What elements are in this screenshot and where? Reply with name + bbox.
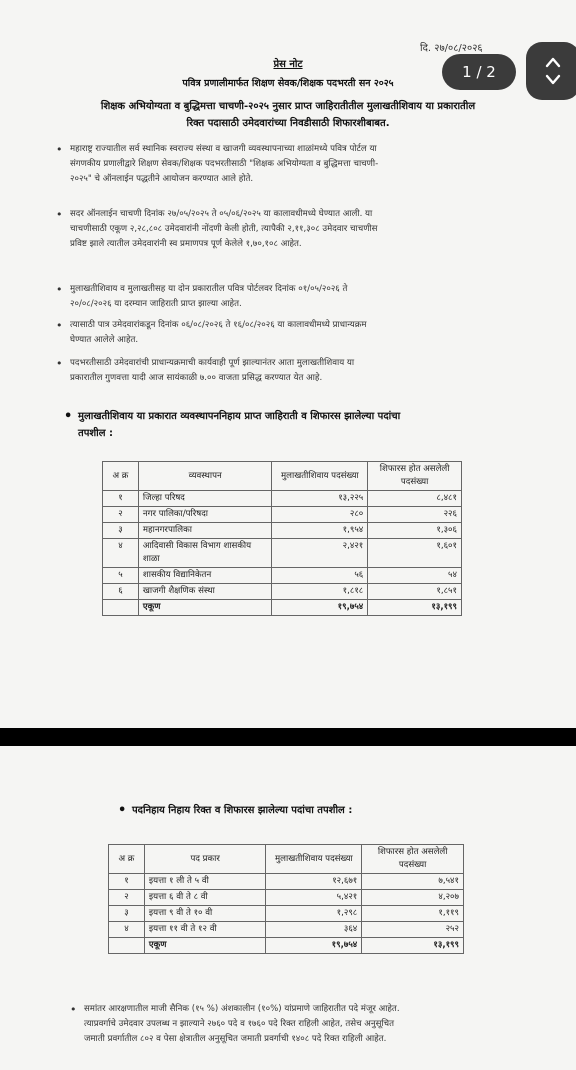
bullet-dot: • [56, 283, 63, 296]
cell-posts: १,२९८ [266, 906, 362, 922]
cell-serial: ३ [109, 906, 145, 922]
cell-serial: ५ [103, 568, 139, 584]
bullet-line: चाचणीसाठी एकूण २,२८,८०८ उमेदवारांनी नोंदणी केली होती, त्यापैकी २,११,३०८ उमेदवार चाचणीस [70, 224, 378, 234]
table-total-row [103, 600, 462, 616]
cell-posts: २,४२१ [272, 539, 368, 568]
cell-serial: ४ [109, 922, 145, 938]
cell-serial: ६ [103, 584, 139, 600]
bullet-dot: • [56, 143, 63, 156]
cell-posts: ५,४२१ [266, 890, 362, 906]
table-heading-line: पदनिहाय निहाय रिक्त व शिफारस झालेल्या पदांचा तपशील : [132, 805, 353, 816]
cell-serial [109, 938, 145, 954]
management-table-heading [64, 408, 518, 442]
note-line: जमाती प्रवर्गातील ८०२ व पेसा क्षेत्रातील अनुसूचित जमाती प्रवर्गाची १४०८ पदे रिक्त राहिली आहेत. [84, 1034, 387, 1044]
table-header-row [109, 845, 464, 874]
bullet-line: २०२५" चे ऑनलाईन पद्धतीने आयोजन करण्यात आले होते. [70, 174, 254, 184]
header-post-type: पद प्रकार [144, 845, 266, 874]
press-note-title: प्रेस नोट [273, 59, 303, 70]
post-type-wise-table [108, 844, 464, 954]
cell-total-recommended: १३,१९९ [368, 600, 462, 616]
cell-post-type: इयत्ता ११ वी ते १२ वी [144, 922, 266, 938]
cell-management: आदिवासी विकास विभाग शासकीय शाळा [138, 539, 272, 568]
table-row [103, 539, 462, 568]
table-row [109, 890, 464, 906]
bullet-line: मुलाखतीशिवाय व मुलाखतीसह या दोन प्रकारातील पवित्र पोर्टलवर दिनांक ०१/०५/२०२६ ते [70, 284, 348, 294]
bullet-line: पदभरतीसाठी उमेदवारांची प्राधान्यक्रमाची कार्यवाही पूर्ण झाल्यानंतर आता मुलाखतीशिवाय या [70, 358, 355, 368]
bullet-line: महाराष्ट्र राज्यातील सर्व स्थानिक स्वराज्य संस्था व खाजगी व्यवस्थापनाच्या शाळांमध्ये पवित्र पोर्टल या [70, 144, 377, 154]
chevron-up-down-icon [544, 54, 562, 88]
cell-serial: २ [103, 507, 139, 523]
cell-serial [103, 600, 139, 616]
cell-total-posts: १९,७५४ [266, 938, 362, 954]
press-note-subtitle: पवित्र प्रणालीमार्फत शिक्षण सेवक/शिक्षक पदभरती सन २०२५ [182, 78, 394, 89]
cell-serial: ४ [103, 539, 139, 568]
cell-recommended: ५४ [368, 568, 462, 584]
table-row [103, 491, 462, 507]
cell-recommended: ८,४८१ [368, 491, 462, 507]
bullet-line: प्रकारातील गुणवत्ता यादी आज सायंकाळी ७.०० वाजता प्रसिद्ध करण्यात येत आहे. [70, 373, 323, 383]
heading-line-2: रिक्त पदासाठी उमेदवारांच्या निवडीसाठी शिफारशीबाबत. [186, 118, 390, 129]
cell-management: खाजगी शैक्षणिक संस्था [138, 584, 272, 600]
cell-management: जिल्हा परिषद [138, 491, 272, 507]
table-row [109, 922, 464, 938]
bullet-line: प्रविष्ट झाले त्यातील उमेदवारांनी स्व प्रमाणपत्र पूर्ण केलेले १,७०,१०८ आहेत. [70, 239, 302, 249]
bullet-point-4 [56, 318, 522, 348]
bullet-line: घेण्यात आलेले आहेत. [70, 335, 139, 345]
bullet-line: सदर ऑनलाईन चाचणी दिनांक २७/०५/२०२५ ते ०५/०६/२०२५ या कालावधीमध्ये घेण्यात आली. या [70, 209, 373, 219]
cell-management: महानगरपालिका [138, 523, 272, 539]
bullet-point-3 [56, 282, 522, 312]
cell-posts: २८० [272, 507, 368, 523]
bullet-dot: • [64, 409, 73, 424]
table-header-row [103, 462, 462, 491]
cell-management: नगर पालिका/परिषदा [138, 507, 272, 523]
table-row [103, 523, 462, 539]
press-note-date: दि. २७/०८/२०२६ [420, 43, 483, 54]
heading-line-1: शिक्षक अभियोग्यता व बुद्धिमत्ता चाचणी-२०२५ नुसार प्राप्त जाहिरातीतील मुलाखतीशिवाय या प्रकारातील [100, 101, 476, 112]
table-heading-line: तपशील : [78, 428, 114, 439]
cell-recommended: २२६ [368, 507, 462, 523]
table-row [103, 507, 462, 523]
cell-total-label: एकूण [138, 600, 272, 616]
cell-posts: १,८१८ [272, 584, 368, 600]
reservation-note [70, 1002, 524, 1047]
cell-total-posts: १९,७५४ [272, 600, 368, 616]
cell-posts: ३६४ [266, 922, 362, 938]
bullet-line: २०/०८/२०२६ या दरम्यान जाहिराती प्राप्त झाल्या आहेत. [70, 299, 242, 309]
note-line: त्याप्रवर्गाचे उमेदवार उपलब्ध न झाल्याने २७६० पदे व १७६० पदे रिक्त राहिली आहेत, तसेच अनुसूचित [84, 1019, 394, 1029]
cell-recommended: १,११९ [362, 906, 464, 922]
cell-total-recommended: १३,१९९ [362, 938, 464, 954]
document-page-2 [0, 746, 576, 1070]
note-line: समांतर आरक्षणातील माजी सैनिक (१५ %) अंशकालीन (१०%) यांप्रमाणे जाहिरातीत पदे मंजूर आहेत. [84, 1004, 400, 1014]
post-type-table-heading [118, 802, 532, 819]
cell-post-type: इयत्ता ६ वी ते ८ वी [144, 890, 266, 906]
management-wise-table [102, 461, 462, 616]
cell-recommended: १,६०१ [368, 539, 462, 568]
cell-serial: ३ [103, 523, 139, 539]
cell-serial: २ [109, 890, 145, 906]
table-row [103, 584, 462, 600]
header-recommended-posts: शिफारस होत असलेली पदसंख्या [368, 462, 462, 491]
bullet-dot: • [56, 357, 63, 370]
bullet-line: त्यासाठी पात्र उमेदवारांकडून दिनांक ०६/०८/२०२६ ते १६/०८/२०२६ या कालावधीमध्ये प्राधान्यक्रम [70, 320, 367, 330]
cell-recommended: १,३०६ [368, 523, 462, 539]
table-row [103, 568, 462, 584]
cell-total-label: एकूण [144, 938, 266, 954]
bullet-dot: • [56, 208, 63, 221]
cell-posts: १,९५४ [272, 523, 368, 539]
cell-post-type: इयत्ता १ ली ते ५ वी [144, 874, 266, 890]
cell-posts: १२,६७१ [266, 874, 362, 890]
cell-recommended: ४,२०७ [362, 890, 464, 906]
cell-recommended: १,८५१ [368, 584, 462, 600]
bullet-dot: • [56, 319, 63, 332]
page-divider [0, 728, 576, 746]
page-indicator[interactable]: 1 / 2 [442, 54, 516, 90]
bullet-point-2 [56, 207, 522, 252]
table-heading-line: मुलाखतीशिवाय या प्रकारात व्यवस्थापननिहाय प्राप्त जाहिराती व शिफारस झालेल्या पदांचा [78, 411, 401, 422]
table-row [109, 874, 464, 890]
header-without-interview-posts: मुलाखतीशिवाय पदसंख्या [266, 845, 362, 874]
cell-serial: १ [109, 874, 145, 890]
cell-post-type: इयत्ता ९ वी ते १० वी [144, 906, 266, 922]
cell-serial: १ [103, 491, 139, 507]
cell-management: शासकीय विद्यानिकेतन [138, 568, 272, 584]
bullet-line: संगणकीय प्रणालीद्वारे शिक्षण सेवक/शिक्षक पदभरतीसाठी "शिक्षक अभियोग्यता व बुद्धिमत्ता चाचणी- [70, 159, 379, 169]
page-scroll-button[interactable] [526, 42, 576, 100]
header-serial: अ क्र [103, 462, 139, 491]
bullet-point-5 [56, 356, 522, 386]
header-serial: अ क्र [109, 845, 145, 874]
cell-recommended: ७,५४१ [362, 874, 464, 890]
table-total-row [109, 938, 464, 954]
table-row [109, 906, 464, 922]
cell-recommended: २५२ [362, 922, 464, 938]
bullet-dot: • [70, 1003, 77, 1016]
bullet-dot: • [118, 803, 127, 818]
header-recommended-posts: शिफारस होत असलेली पदसंख्या [362, 845, 464, 874]
cell-posts: ५६ [272, 568, 368, 584]
header-management: व्यवस्थापन [138, 462, 272, 491]
cell-posts: १३,२२५ [272, 491, 368, 507]
bullet-point-1 [56, 142, 522, 187]
header-without-interview-posts: मुलाखतीशिवाय पदसंख्या [272, 462, 368, 491]
